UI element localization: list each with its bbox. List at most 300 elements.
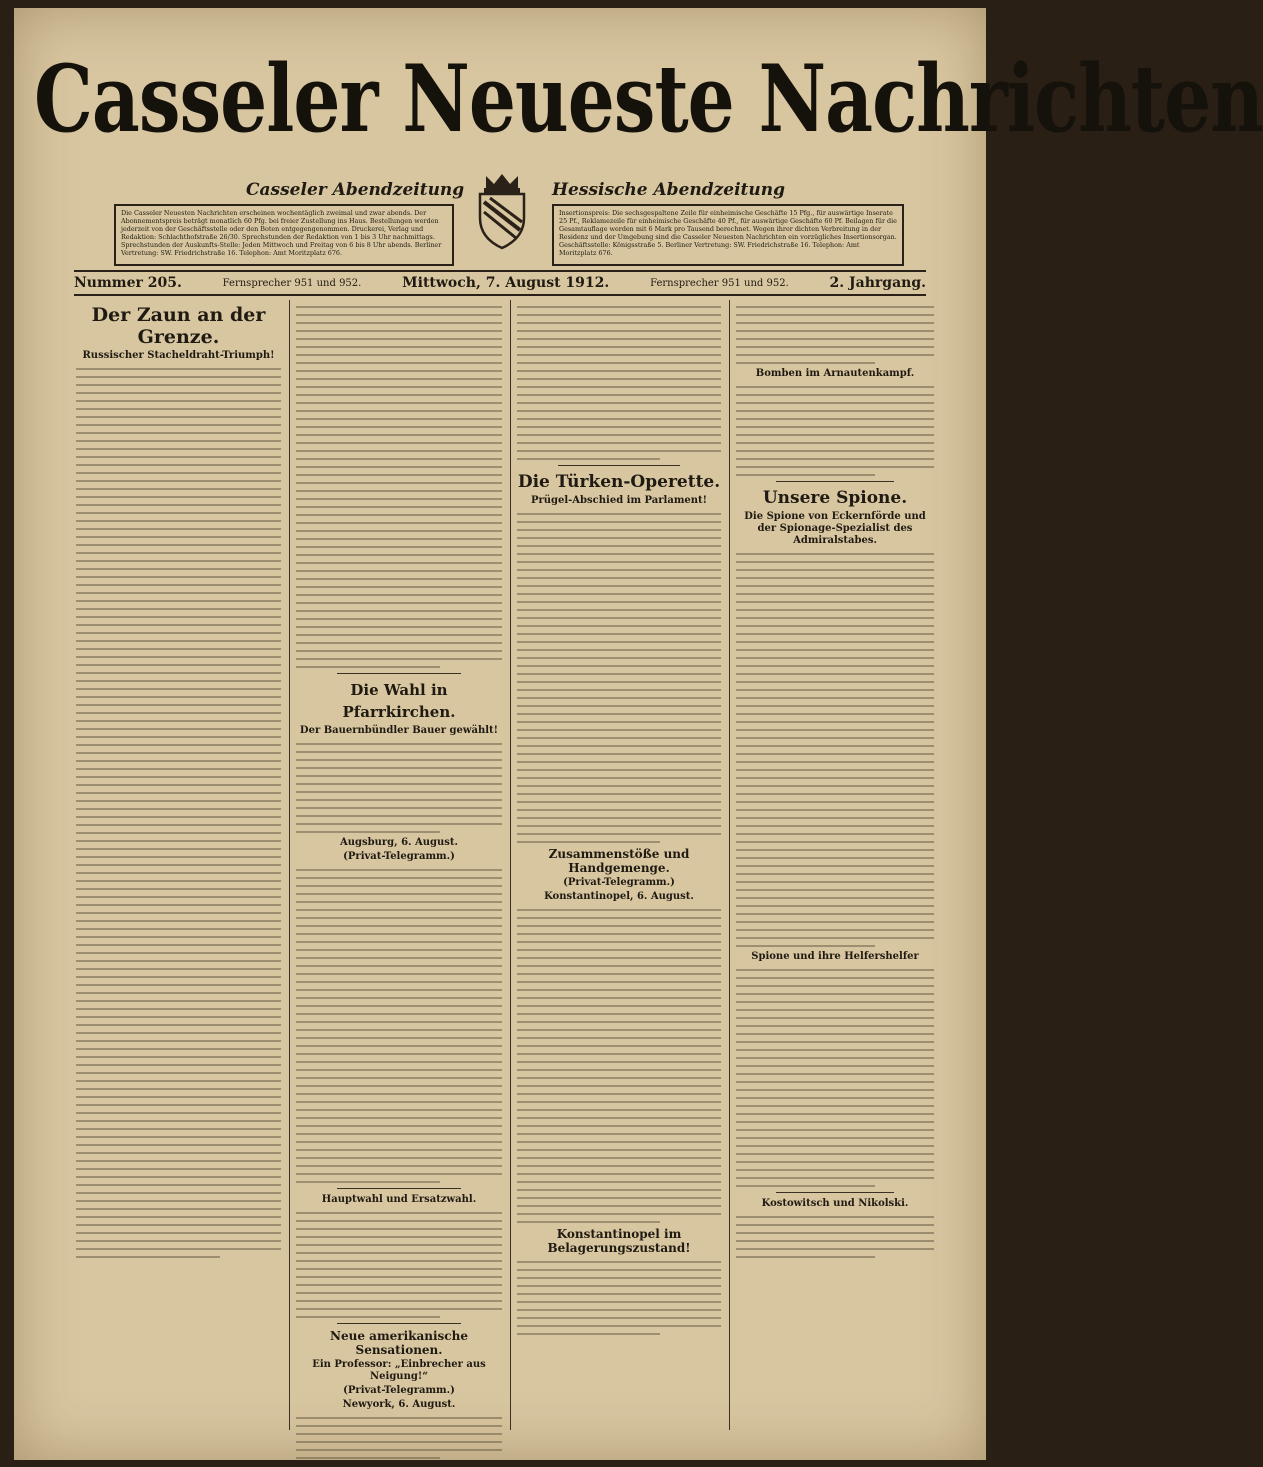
column-rule [289, 300, 290, 1430]
text-line [517, 1325, 721, 1327]
text-line [76, 520, 281, 522]
text-line [296, 909, 502, 911]
text-line [517, 1021, 721, 1023]
text-line [517, 1141, 721, 1143]
text-line [296, 314, 502, 316]
text-line [517, 1213, 721, 1215]
text-line [736, 1145, 934, 1147]
wahl-dateline: Augsburg, 6. August. [339, 837, 459, 848]
text-line [76, 584, 281, 586]
text-line [517, 601, 721, 603]
text-line [517, 569, 721, 571]
text-line [76, 704, 281, 706]
text-line [296, 1276, 502, 1278]
text-line [76, 400, 281, 402]
article-body [296, 869, 502, 1183]
text-line [517, 1173, 721, 1175]
text-line [76, 448, 281, 450]
text-line [736, 330, 934, 332]
text-line [76, 1056, 281, 1058]
text-line [736, 426, 934, 428]
text-line [517, 617, 721, 619]
text-line [76, 768, 281, 770]
text-line [517, 561, 721, 563]
text-line [517, 657, 721, 659]
text-line [517, 965, 721, 967]
text-line [76, 592, 281, 594]
text-line [736, 1097, 934, 1099]
text-line [76, 512, 281, 514]
text-line [76, 1216, 281, 1218]
text-line [76, 1000, 281, 1002]
divider [776, 481, 895, 482]
text-line [736, 801, 934, 803]
text-line [517, 1285, 721, 1287]
text-line [76, 1008, 281, 1010]
text-line [736, 1137, 934, 1139]
text-line [296, 767, 502, 769]
text-line [76, 1176, 281, 1178]
text-line [76, 504, 281, 506]
text-line [736, 737, 934, 739]
text-line [517, 761, 721, 763]
text-line [296, 933, 502, 935]
text-line [296, 981, 502, 983]
divider [337, 1323, 461, 1324]
column-4 [736, 300, 934, 1430]
text-line [736, 1105, 934, 1107]
text-line [736, 1121, 934, 1123]
column-1 [76, 300, 281, 1430]
text-line [76, 920, 281, 922]
text-line [296, 354, 502, 356]
text-line [296, 1021, 502, 1023]
text-line [517, 1037, 721, 1039]
text-line [296, 322, 502, 324]
text-line [736, 945, 875, 947]
text-line [76, 952, 281, 954]
text-line [517, 553, 721, 555]
text-line [736, 1009, 934, 1011]
text-line [296, 807, 502, 809]
text-line [76, 440, 281, 442]
text-line [296, 394, 502, 396]
subheadline-tuerken: Prügel-Abschied im Parlament! [530, 495, 708, 506]
newspaper-page [14, 8, 1263, 1460]
text-line [296, 650, 502, 652]
amerika-dateline: Newyork, 6. August. [342, 1399, 456, 1410]
column-2 [296, 300, 502, 1430]
text-line [76, 544, 281, 546]
masthead-title: Casseler Neueste Nachrichten [34, 46, 1263, 154]
text-line [76, 832, 281, 834]
text-line [76, 712, 281, 714]
text-line [76, 528, 281, 530]
text-line [76, 1048, 281, 1050]
text-line [736, 362, 875, 364]
text-line [76, 1136, 281, 1138]
advertising-info-box: Insertionspreis: Die sechsgespaltene Zeile für einheimische Geschäfte 15 Pfg., für auswärtige Inserate 25 Pf., Reklamezeile für einheimische Geschäfte 40 Pf., für auswärtige Geschäfte 60 Pf. Beilagen für die Gesamtauflage werden mit 6 Mark pro Tausend berechnet. Wegen ihrer dichten Verbreitung in der Residenz und der Umgebung sind die Casseler Neuesten Nachrichten ein vorzügliches Insertionsorgan. Geschäftsstelle: Königsstraße 5. Berliner Vertretung: SW. Friedrichstraße 16. Telephon: Amt Moritzplatz 676. [552, 204, 904, 266]
text-line [76, 376, 281, 378]
text-line [517, 769, 721, 771]
text-line [517, 721, 721, 723]
text-line [76, 368, 281, 370]
text-line [736, 985, 934, 987]
issue-number: Nummer 205. [74, 275, 182, 291]
text-line [736, 1073, 934, 1075]
coat-of-arms-icon [472, 172, 532, 250]
text-line [296, 1316, 440, 1318]
text-line [76, 1208, 281, 1210]
text-line [76, 848, 281, 850]
text-line [517, 909, 721, 911]
text-line [296, 1109, 502, 1111]
text-line [517, 949, 721, 951]
text-line [76, 1080, 281, 1082]
zusammen-dateline: Konstantinopel, 6. August. [544, 891, 694, 902]
zusammen-source: (Privat-Telegramm.) [563, 877, 675, 888]
text-line [296, 426, 502, 428]
text-line [736, 761, 934, 763]
text-line [517, 593, 721, 595]
text-line [296, 498, 502, 500]
column-rule [510, 300, 511, 1430]
text-line [296, 965, 502, 967]
text-line [517, 450, 721, 452]
subheadline-wahl: Der Bauernbündler Bauer gewählt! [299, 725, 499, 736]
text-line [76, 728, 281, 730]
text-line [736, 1185, 875, 1187]
text-line [296, 799, 502, 801]
text-line [736, 1025, 934, 1027]
text-line [736, 937, 934, 939]
text-line [296, 362, 502, 364]
text-line [76, 720, 281, 722]
headline-amerika: Neue amerikanische Sensationen. [330, 1329, 468, 1357]
text-line [296, 530, 502, 532]
text-line [736, 817, 934, 819]
text-line [296, 743, 502, 745]
text-line [76, 928, 281, 930]
volume-number: 2. Jahrgang. [829, 275, 926, 291]
text-line [736, 825, 934, 827]
text-line [76, 1184, 281, 1186]
text-line [517, 957, 721, 959]
text-line [76, 1040, 281, 1042]
text-line [736, 641, 934, 643]
text-line [76, 1024, 281, 1026]
text-line [296, 1141, 502, 1143]
left-subtitle: Casseler Abendzeitung [246, 180, 465, 200]
text-line [517, 1333, 660, 1335]
text-line [517, 1093, 721, 1095]
text-line [517, 689, 721, 691]
text-line [76, 416, 281, 418]
text-line [736, 657, 934, 659]
text-line [76, 984, 281, 986]
text-line [517, 1125, 721, 1127]
text-line [296, 1061, 502, 1063]
text-line [517, 434, 721, 436]
text-line [517, 925, 721, 927]
text-line [296, 514, 502, 516]
text-line [736, 474, 875, 476]
article-body [296, 306, 502, 668]
text-line [296, 458, 502, 460]
text-line [76, 1112, 281, 1114]
text-line [76, 656, 281, 658]
text-line [736, 1057, 934, 1059]
text-line [296, 1457, 440, 1459]
text-line [517, 989, 721, 991]
text-line [736, 1216, 934, 1218]
text-line [296, 594, 502, 596]
text-line [517, 1277, 721, 1279]
text-line [76, 480, 281, 482]
text-line [76, 912, 281, 914]
text-line [296, 642, 502, 644]
text-line [76, 680, 281, 682]
text-line [517, 633, 721, 635]
text-line [296, 917, 502, 919]
text-line [296, 1077, 502, 1079]
text-line [736, 609, 934, 611]
text-line [76, 1144, 281, 1146]
text-line [296, 1005, 502, 1007]
text-line [76, 800, 281, 802]
text-line [296, 893, 502, 895]
text-line [296, 957, 502, 959]
text-line [296, 1441, 502, 1443]
text-line [296, 482, 502, 484]
text-line [736, 442, 934, 444]
wahl-source: (Privat-Telegramm.) [343, 851, 455, 862]
text-line [736, 553, 934, 555]
text-line [296, 330, 502, 332]
text-line [296, 1125, 502, 1127]
text-line [736, 769, 934, 771]
text-line [76, 936, 281, 938]
text-line [296, 1244, 502, 1246]
text-line [76, 816, 281, 818]
text-line [736, 729, 934, 731]
text-line [296, 602, 502, 604]
text-line [736, 753, 934, 755]
text-line [736, 593, 934, 595]
text-line [736, 921, 934, 923]
text-line [517, 1205, 721, 1207]
text-line [76, 472, 281, 474]
text-line [296, 410, 502, 412]
article-body [736, 553, 934, 947]
text-line [76, 904, 281, 906]
text-line [296, 1212, 502, 1214]
text-line [76, 1240, 281, 1242]
text-line [736, 849, 934, 851]
text-line [517, 1293, 721, 1295]
text-line [76, 976, 281, 978]
article-body [517, 513, 721, 843]
text-line [736, 705, 934, 707]
text-line [76, 464, 281, 466]
text-line [517, 665, 721, 667]
text-line [76, 576, 281, 578]
text-line [736, 897, 934, 899]
text-line [517, 785, 721, 787]
text-line [517, 529, 721, 531]
text-line [736, 402, 934, 404]
text-line [296, 997, 502, 999]
dateline-bar [74, 270, 926, 296]
text-line [736, 1001, 934, 1003]
text-line [76, 496, 281, 498]
text-line [736, 1049, 934, 1051]
text-line [736, 1153, 934, 1155]
text-line [76, 1256, 220, 1258]
text-line [76, 1200, 281, 1202]
text-line [736, 977, 934, 979]
text-line [296, 386, 502, 388]
text-line [76, 488, 281, 490]
text-line [296, 418, 502, 420]
text-line [296, 1093, 502, 1095]
text-line [296, 610, 502, 612]
text-line [296, 989, 502, 991]
article-body [517, 909, 721, 1223]
text-line [736, 585, 934, 587]
text-line [736, 625, 934, 627]
text-line [517, 394, 721, 396]
text-line [296, 474, 502, 476]
text-line [76, 600, 281, 602]
text-line [76, 672, 281, 674]
text-line [517, 1149, 721, 1151]
text-line [296, 450, 502, 452]
text-line [76, 896, 281, 898]
text-line [736, 466, 934, 468]
article-body [736, 306, 934, 364]
subheadline-zaun: Russischer Stacheldraht-Triumph! [82, 350, 275, 361]
text-line [296, 1173, 502, 1175]
text-line [296, 1228, 502, 1230]
article-body [736, 386, 934, 476]
text-line [517, 753, 721, 755]
text-line [517, 1197, 721, 1199]
text-line [736, 569, 934, 571]
text-line [517, 825, 721, 827]
text-line [76, 1224, 281, 1226]
text-line [296, 402, 502, 404]
text-line [296, 1433, 502, 1435]
text-line [517, 362, 721, 364]
text-line [517, 697, 721, 699]
text-line [76, 1160, 281, 1162]
text-line [296, 1133, 502, 1135]
text-line [76, 784, 281, 786]
text-line [517, 1189, 721, 1191]
text-line [517, 1109, 721, 1111]
text-line [517, 545, 721, 547]
text-line [76, 1152, 281, 1154]
text-line [736, 873, 934, 875]
text-line [76, 624, 281, 626]
text-line [296, 346, 502, 348]
issue-date: Mittwoch, 7. August 1912. [402, 275, 610, 291]
text-line [76, 840, 281, 842]
text-line [517, 1301, 721, 1303]
text-line [296, 1149, 502, 1151]
text-line [736, 1177, 934, 1179]
text-line [76, 944, 281, 946]
text-line [736, 1240, 934, 1242]
text-line [296, 1425, 502, 1427]
right-subtitle: Hessische Abendzeitung [552, 180, 786, 200]
text-line [296, 1220, 502, 1222]
text-line [736, 857, 934, 859]
text-line [517, 1061, 721, 1063]
text-line [517, 306, 721, 308]
text-line [517, 1309, 721, 1311]
text-line [517, 745, 721, 747]
text-line [517, 370, 721, 372]
text-line [76, 752, 281, 754]
text-line [296, 1449, 502, 1451]
text-line [517, 713, 721, 715]
text-line [296, 1117, 502, 1119]
text-line [517, 833, 721, 835]
text-line [296, 658, 502, 660]
text-line [76, 616, 281, 618]
text-line [736, 346, 934, 348]
text-line [296, 538, 502, 540]
text-line [76, 1168, 281, 1170]
text-line [296, 885, 502, 887]
text-line [736, 793, 934, 795]
text-line [296, 434, 502, 436]
text-line [76, 744, 281, 746]
phone-numbers-left: Fernsprecher 951 und 952. [222, 277, 362, 289]
text-line [296, 831, 440, 833]
text-line [517, 841, 660, 843]
text-line [736, 434, 934, 436]
text-line [517, 649, 721, 651]
article-body [517, 1261, 721, 1335]
text-line [296, 466, 502, 468]
text-line [736, 721, 934, 723]
text-line [736, 617, 934, 619]
text-line [76, 1232, 281, 1234]
text-line [517, 981, 721, 983]
text-line [736, 673, 934, 675]
text-line [296, 791, 502, 793]
text-line [76, 1120, 281, 1122]
text-line [76, 880, 281, 882]
text-line [736, 338, 934, 340]
text-line [517, 1005, 721, 1007]
text-line [736, 929, 934, 931]
text-line [736, 1248, 934, 1250]
text-line [76, 536, 281, 538]
subheadline-hauptwahl: Hauptwahl und Ersatzwahl. [321, 1194, 477, 1205]
text-line [736, 1232, 934, 1234]
text-line [76, 760, 281, 762]
text-line [517, 1077, 721, 1079]
text-line [296, 973, 502, 975]
article-body [736, 969, 934, 1187]
text-line [517, 1261, 721, 1263]
text-line [736, 354, 934, 356]
text-line [76, 392, 281, 394]
